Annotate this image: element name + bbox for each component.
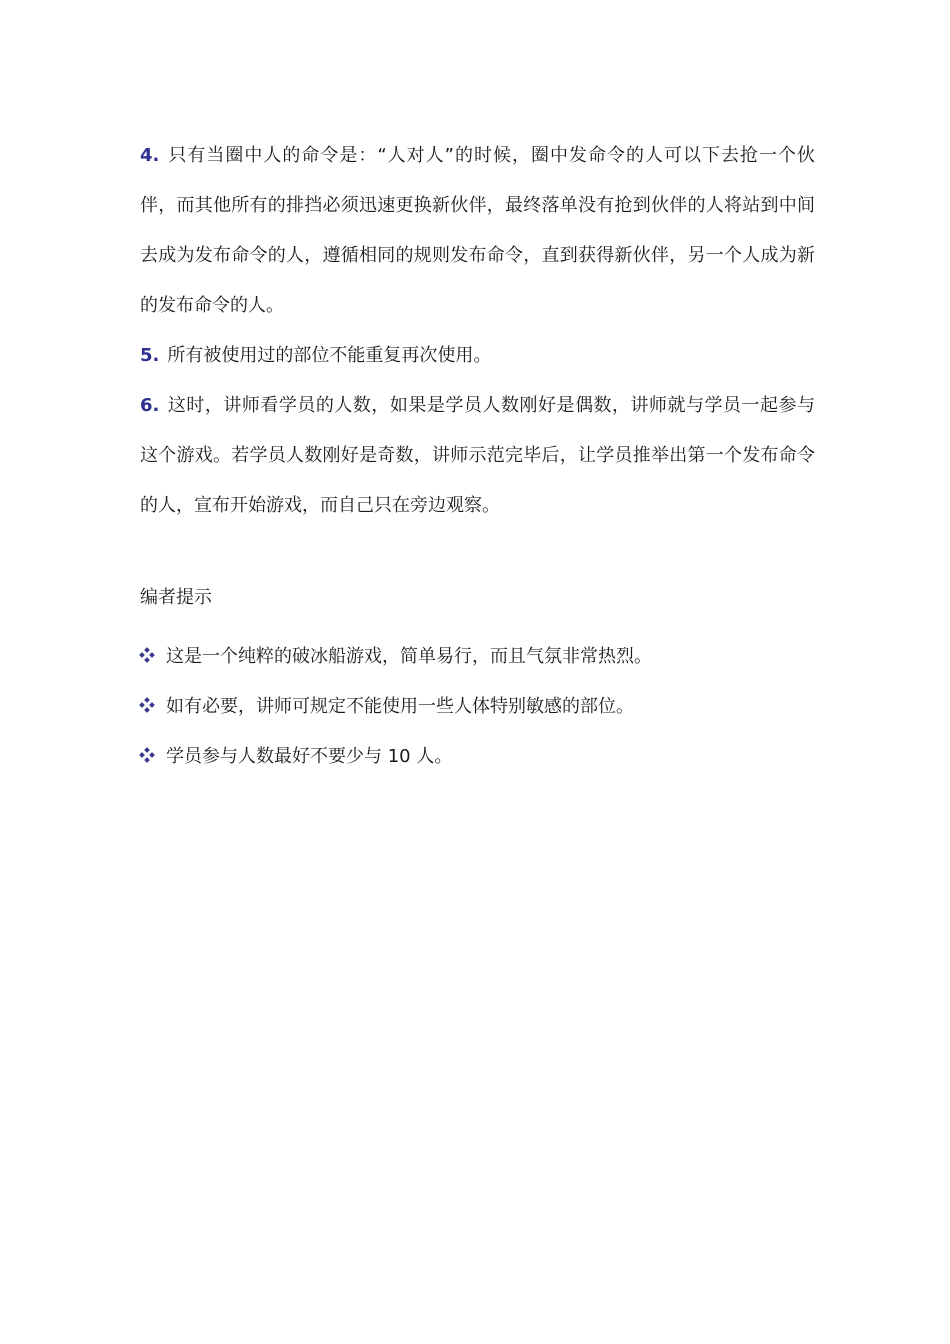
- tip-text: 学员参与人数最好不要少与 10 人。: [166, 746, 453, 767]
- step-number: 5.: [140, 345, 160, 366]
- list-item: [140, 680, 820, 730]
- tip-text: 如有必要，讲师可规定不能使用一些人体特别敏感的部位。: [166, 696, 634, 717]
- steps-list: [140, 131, 815, 531]
- step-item-6: [140, 381, 815, 531]
- list-item: [140, 630, 820, 680]
- step-item-5: [140, 331, 815, 381]
- tip-text: 这是一个纯粹的破冰船游戏，简单易行，而且气氛非常热烈。: [166, 646, 652, 667]
- step-item-4: [140, 131, 815, 331]
- diamond-bullet-icon: [140, 748, 154, 762]
- step-text: 这时，讲师看学员的人数，如果是学员人数刚好是偶数，讲师就与学员一起参与这个游戏。若学员人数刚好是奇数，讲师示范完毕后，让学员推举出第一个发布命令的人，宣布开始游戏，而自己只在旁边观察。: [140, 395, 815, 516]
- list-item: [140, 730, 820, 780]
- step-text: 所有被使用过的部位不能重复再次使用。: [167, 345, 492, 366]
- diamond-bullet-icon: [140, 698, 154, 712]
- step-number: 6.: [140, 395, 160, 416]
- step-number: 4.: [140, 145, 160, 166]
- step-text: 只有当圈中人的命令是：“人对人”的时候，圈中发命令的人可以下去抢一个伙伴，而其他所有的排挡必须迅速更换新伙伴，最终落单没有抢到伙伴的人将站到中间去成为发布命令的人，遵循相同的规则发布命令，直到获得新伙伴，另一个人成为新的发布命令的人。: [140, 145, 815, 316]
- tips-list: [140, 630, 820, 780]
- tips-heading: 编者提示: [140, 587, 212, 608]
- diamond-bullet-icon: [140, 648, 154, 662]
